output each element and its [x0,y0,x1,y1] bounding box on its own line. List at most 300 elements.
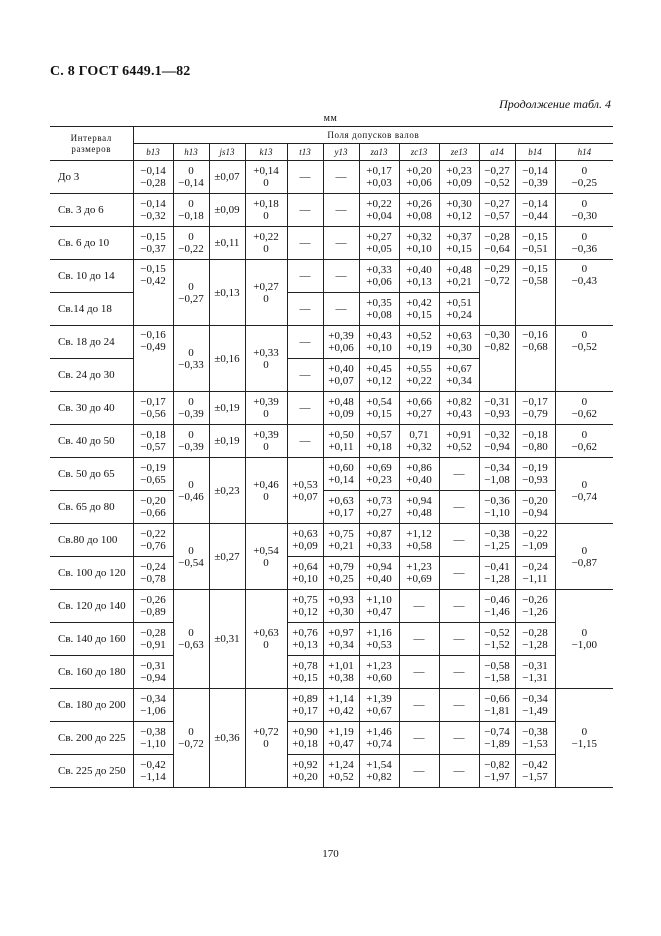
cell-value: −0,66 [140,507,166,519]
cell-value: 0 [581,478,588,491]
cell-value: +0,39 [328,330,354,342]
cell-value: +0,45 [366,363,392,375]
cell-y13 [323,590,359,623]
cell-zc13 [399,722,439,755]
column-header-js13: js13 [209,144,245,161]
cell-a14 [479,260,515,326]
cell-h14 [555,524,613,590]
cell-t13 [287,359,323,392]
cell-t13 [287,590,323,623]
cell-b14 [515,458,555,491]
cell-ze13 [439,491,479,524]
cell-value: +0,91 [446,429,472,441]
cell-value: +0,11 [328,441,354,453]
cell-value: −0,68 [522,341,548,353]
cell-value: 0 [188,280,194,293]
cell-value: −0,32 [140,210,166,222]
cell-t13 [287,326,323,359]
cell-value: +0,60 [366,672,392,684]
cell-value: 0 [263,292,269,305]
cell-a14 [479,161,515,194]
cell-js13 [209,524,245,590]
cell-value: −0,38 [140,726,166,738]
cell-js13 [209,425,245,458]
cell-value: +0,86 [406,462,432,474]
cell-y13 [323,458,359,491]
cell-value: — [299,171,311,183]
cell-value: +0,09 [446,177,472,189]
cell-b13 [133,326,173,392]
cell-value: — [299,402,311,414]
cell-value: — [299,270,311,282]
cell-value: −0,58 [484,660,510,672]
cell-value: 0 [581,231,588,243]
cell-value: −0,52 [571,341,598,353]
cell-value: −0,39 [178,408,204,420]
shaft-tolerance-fields-header: Поля допусков валов [133,127,613,144]
cell-value: −0,63 [178,639,204,651]
cell-value: +0,40 [328,363,354,375]
cell-ze13 [439,392,479,425]
cell-value: +0,13 [406,276,432,288]
cell-value: — [453,699,465,711]
table-row [50,524,613,557]
size-interval-label: Св. 140 до 160 [50,623,133,656]
cell-za13 [359,458,399,491]
cell-t13 [287,293,323,326]
cell-value: +0,48 [406,507,432,519]
cell-value: 0 [263,177,269,189]
cell-a14 [479,689,515,722]
cell-t13 [287,722,323,755]
cell-h14 [555,458,613,524]
cell-value: +0,24 [446,309,472,321]
tolerance-table-container [50,126,613,788]
cell-h13 [173,326,209,392]
cell-b14 [515,689,555,722]
cell-ze13 [439,458,479,491]
cell-a14 [479,524,515,557]
cell-value: +0,18 [253,198,279,210]
cell-k13 [245,227,287,260]
cell-h14 [555,227,613,260]
cell-value: −0,72 [178,738,204,750]
cell-ze13 [439,326,479,359]
column-header-b13: b13 [133,144,173,161]
cell-value: +0,32 [406,231,432,243]
table-row [50,392,613,425]
cell-a14 [479,326,515,392]
cell-value: +0,30 [328,606,354,618]
cell-y13 [323,755,359,788]
cell-b13 [133,161,173,194]
cell-value: 0 [263,358,269,371]
cell-value: +0,63 [253,627,279,639]
cell-value: — [453,534,465,546]
cell-t13 [287,392,323,425]
table-row [50,458,613,491]
cell-value: — [413,633,425,645]
cell-value: +0,58 [406,540,432,552]
column-header-a14: a14 [479,144,515,161]
cell-value: +0,27 [366,231,392,243]
cell-value: ±0,36 [214,732,240,744]
cell-value: +0,67 [366,705,392,717]
cell-b13 [133,722,173,755]
cell-value: +0,35 [366,297,392,309]
cell-value: ±0,09 [214,204,240,216]
cell-value: +1,01 [328,660,354,672]
cell-zc13 [399,524,439,557]
cell-zc13 [399,755,439,788]
cell-k13 [245,425,287,458]
cell-value: +0,09 [328,408,354,420]
cell-b13 [133,590,173,623]
cell-value: −0,94 [484,441,510,453]
cell-a14 [479,227,515,260]
cell-t13 [287,227,323,260]
cell-k13 [245,458,287,524]
cell-value: +0,52 [328,771,354,783]
cell-za13 [359,194,399,227]
cell-value: +0,27 [253,280,279,293]
cell-za13 [359,227,399,260]
cell-zc13 [399,227,439,260]
cell-value: −1,06 [140,705,166,717]
cell-value: −0,14 [140,198,166,210]
cell-value: +0,33 [366,264,392,276]
cell-value: +0,72 [253,726,279,738]
cell-value: −0,20 [140,495,166,507]
cell-za13 [359,359,399,392]
cell-value: −1,15 [571,738,598,750]
cell-t13 [287,161,323,194]
cell-value: 0 [263,490,269,503]
cell-value: +0,82 [446,396,472,408]
cell-value: +0,08 [366,309,392,321]
cell-value: +1,12 [406,528,432,540]
cell-value: −0,89 [140,606,166,618]
cell-zc13 [399,161,439,194]
cell-value: −1,52 [484,639,510,651]
size-interval-label: До 3 [50,161,133,194]
cell-value: +0,74 [366,738,392,750]
cell-value: +0,69 [366,462,392,474]
cell-a14 [479,425,515,458]
cell-zc13 [399,293,439,326]
column-header-h14: h14 [555,144,613,161]
cell-value: −1,09 [522,540,548,552]
column-header-zc13: zc13 [399,144,439,161]
cell-h13 [173,161,209,194]
cell-value: −0,46 [178,490,204,503]
cell-value: −0,22 [178,243,204,255]
cell-value: −0,31 [140,660,166,672]
cell-value: −0,34 [484,462,510,474]
size-interval-label: Св. 18 до 24 [50,326,133,359]
cell-value: +0,40 [366,573,392,585]
cell-value: +0,94 [406,495,432,507]
cell-value: +0,07 [292,490,318,503]
cell-h14 [555,689,613,788]
cell-value: +0,10 [366,342,392,354]
cell-value: — [453,633,465,645]
table-row [50,590,613,623]
cell-ze13 [439,755,479,788]
cell-b13 [133,623,173,656]
cell-value: −1,49 [522,705,548,717]
table-row [50,194,613,227]
cell-value: — [299,303,311,315]
cell-y13 [323,557,359,590]
cell-value: +0,04 [366,210,392,222]
cell-h14 [555,194,613,227]
column-header-t13: t13 [287,144,323,161]
cell-value: +0,52 [446,441,472,453]
cell-value: 0 [581,429,588,441]
cell-value: +0,92 [292,759,318,771]
cell-value: −0,43 [571,275,598,287]
cell-zc13 [399,326,439,359]
cell-za13 [359,392,399,425]
cell-value: −0,39 [522,177,548,189]
cell-value: −1,46 [484,606,510,618]
cell-value: 0 [188,231,194,243]
cell-value: −0,37 [140,243,166,255]
cell-b13 [133,491,173,524]
cell-value: −0,36 [571,243,598,255]
cell-value: +0,97 [328,627,354,639]
cell-b13 [133,425,173,458]
cell-value: −0,80 [522,441,548,453]
cell-b14 [515,392,555,425]
cell-value: −0,27 [484,198,510,210]
cell-value: +0,40 [406,474,432,486]
cell-value: 0 [581,263,588,275]
cell-value: −0,74 [571,490,598,503]
cell-zc13 [399,359,439,392]
size-interval-header-line: Интервал [70,132,112,143]
cell-value: +0,89 [292,693,318,705]
cell-k13 [245,161,287,194]
cell-za13 [359,161,399,194]
cell-value: +0,17 [328,507,354,519]
cell-value: +0,21 [446,276,472,288]
cell-value: −0,15 [522,231,548,243]
cell-value: +0,53 [292,478,318,491]
cell-t13 [287,194,323,227]
cell-k13 [245,392,287,425]
cell-value: 0 [581,165,588,177]
cell-value: +0,20 [292,771,318,783]
cell-value: 0 [188,429,194,441]
cell-value: −0,28 [522,627,548,639]
cell-value: −1,00 [571,639,598,651]
cell-value: +0,93 [328,594,354,606]
cell-a14 [479,656,515,689]
cell-h14 [555,590,613,689]
cell-y13 [323,689,359,722]
size-interval-label: Св. 225 до 250 [50,755,133,788]
cell-h13 [173,227,209,260]
cell-value: +0,40 [406,264,432,276]
cell-value: +0,10 [292,573,318,585]
cell-zc13 [399,689,439,722]
cell-value: — [299,336,311,348]
cell-value: 0 [188,396,194,408]
cell-ze13 [439,227,479,260]
cell-h14 [555,326,613,392]
cell-value: +0,15 [292,672,318,684]
size-interval-label: Св. 200 до 225 [50,722,133,755]
cell-y13 [323,293,359,326]
cell-za13 [359,689,399,722]
cell-value: +0,34 [446,375,472,387]
cell-b13 [133,458,173,491]
cell-value: +0,69 [406,573,432,585]
cell-value: +0,06 [366,276,392,288]
cell-value: −1,08 [484,474,510,486]
cell-b13 [133,524,173,557]
table-row [50,623,613,656]
cell-ze13 [439,722,479,755]
cell-value: +0,63 [446,330,472,342]
cell-js13 [209,260,245,326]
cell-t13 [287,689,323,722]
cell-value: −0,82 [484,341,510,353]
cell-value: 0 [581,198,588,210]
cell-t13 [287,524,323,557]
cell-h13 [173,524,209,590]
cell-value: +0,90 [292,726,318,738]
cell-value: +1,23 [366,660,392,672]
page-number: 170 [322,848,339,860]
cell-value: +0,82 [366,771,392,783]
cell-value: −1,10 [140,738,166,750]
cell-b13 [133,557,173,590]
cell-h14 [555,425,613,458]
cell-b14 [515,260,555,326]
cell-value: −1,53 [522,738,548,750]
cell-y13 [323,359,359,392]
cell-value: −1,81 [484,705,510,717]
cell-zc13 [399,590,439,623]
cell-za13 [359,656,399,689]
cell-value: −0,27 [178,292,204,305]
cell-value: −1,25 [484,540,510,552]
cell-value: −0,32 [484,429,510,441]
cell-value: −0,72 [484,275,510,287]
cell-value: ±0,27 [214,550,240,563]
cell-value: −0,56 [140,408,166,420]
cell-value: −0,26 [140,594,166,606]
column-header-ze13: ze13 [439,144,479,161]
cell-value: +0,15 [366,408,392,420]
cell-value: −1,89 [484,738,510,750]
cell-value: +0,12 [446,210,472,222]
cell-value: — [453,501,465,513]
cell-k13 [245,194,287,227]
cell-value: 0 [263,210,269,222]
cell-y13 [323,524,359,557]
size-interval-label: Св. 3 до 6 [50,194,133,227]
cell-value: −1,97 [484,771,510,783]
cell-h14 [555,260,613,326]
cell-b14 [515,161,555,194]
cell-y13 [323,491,359,524]
cell-za13 [359,623,399,656]
cell-value: +1,39 [366,693,392,705]
cell-js13 [209,590,245,689]
cell-value: +0,48 [446,264,472,276]
cell-value: +1,23 [406,561,432,573]
cell-value: 0 [188,198,194,210]
cell-value: −0,31 [522,660,548,672]
cell-value: +0,42 [328,705,354,717]
cell-value: ±0,31 [214,633,240,645]
cell-value: — [413,765,425,777]
cell-value: +0,17 [366,165,392,177]
cell-value: −0,17 [140,396,166,408]
cell-value: ±0,19 [214,402,240,414]
table-row [50,227,613,260]
cell-value: −1,57 [522,771,548,783]
cell-value: −0,24 [522,561,548,573]
cell-y13 [323,656,359,689]
cell-b14 [515,557,555,590]
cell-value: — [299,237,311,249]
cell-value: −0,66 [484,693,510,705]
table-row [50,425,613,458]
cell-value: +0,23 [366,474,392,486]
cell-value: +0,06 [328,342,354,354]
cell-value: −0,42 [140,275,166,287]
cell-value: +0,17 [292,705,318,717]
size-interval-label: Св. 50 до 65 [50,458,133,491]
cell-value: +0,07 [328,375,354,387]
cell-value: −0,28 [484,231,510,243]
cell-value: 0 [263,738,269,750]
cell-value: +1,16 [366,627,392,639]
cell-value: −0,15 [140,263,166,275]
size-interval-label: Св. 100 до 120 [50,557,133,590]
cell-value: +0,37 [446,231,472,243]
cell-value: −0,87 [571,556,598,569]
cell-value: −0,14 [522,198,548,210]
cell-y13 [323,425,359,458]
cell-value: −0,19 [140,462,166,474]
cell-value: 0 [263,556,269,569]
cell-k13 [245,590,287,689]
cell-value: −0,25 [571,177,598,189]
cell-value: +0,12 [366,375,392,387]
cell-value: +0,43 [446,408,472,420]
cell-value: — [335,204,347,216]
cell-value: ±0,13 [214,286,240,299]
cell-value: ±0,11 [214,237,240,249]
cell-value: +0,22 [406,375,432,387]
cell-value: +0,33 [366,540,392,552]
cell-value: +0,06 [406,177,432,189]
cell-value: −1,31 [522,672,548,684]
cell-value: 0 [581,627,588,639]
cell-value: −0,30 [484,329,510,341]
cell-b14 [515,656,555,689]
cell-value: −0,38 [484,528,510,540]
cell-value: −0,57 [140,441,166,453]
cell-value: 0 [581,396,588,408]
cell-y13 [323,194,359,227]
